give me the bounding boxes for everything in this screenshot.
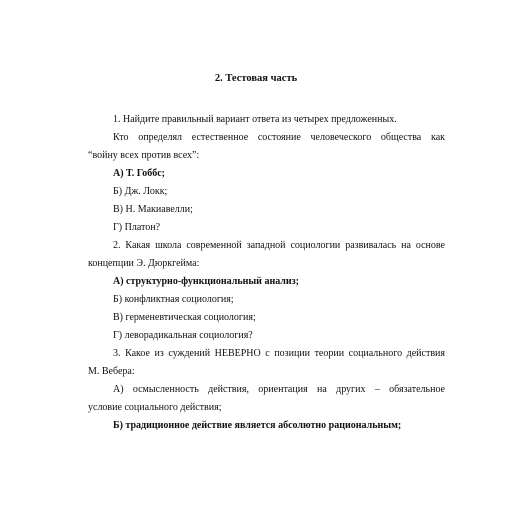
question-3-option-b: Б) традиционное действие является абсолютно рациональным; — [113, 420, 402, 431]
question-3-line-2: М. Вебера: — [88, 366, 135, 377]
test-content — [88, 111, 445, 435]
question-2-option-d: Г) леворадикальная социология? — [113, 330, 253, 341]
question-1-option-c: В) Н. Макиавелли; — [113, 204, 193, 215]
question-2-line-1: 2. Какая школа современной западной социологии развивалась на основе — [113, 240, 445, 251]
question-1-option-d: Г) Платон? — [113, 222, 161, 233]
instruction-text: 1. Найдите правильный вариант ответа из четырех предложенных. — [113, 114, 397, 125]
question-2-option-a: А) структурно-функциональный анализ; — [113, 276, 300, 287]
question-2-option-c: В) герменевтическая социология; — [113, 312, 256, 323]
question-3-option-a-line-2: условие социального действия; — [88, 402, 222, 413]
question-1-option-a: А) Т. Гоббс; — [113, 168, 165, 179]
question-3-option-a-line-1: А) осмысленность действия, ориентация на других – обязательное — [113, 384, 445, 395]
question-1-option-b: Б) Дж. Локк; — [113, 186, 168, 197]
question-1-line-1: Кто определял естественное состояние человеческого общества как — [113, 132, 445, 143]
question-2-option-b: Б) конфликтная социология; — [113, 294, 234, 305]
question-3-line-1: 3. Какое из суждений НЕВЕРНО с позиции теории социального действия — [113, 348, 445, 359]
question-2-line-2: концепции Э. Дюркгейма: — [88, 258, 200, 269]
section-title: 2. Тестовая часть — [214, 73, 298, 84]
question-1-line-2: “войну всех против всех”: — [88, 150, 200, 161]
